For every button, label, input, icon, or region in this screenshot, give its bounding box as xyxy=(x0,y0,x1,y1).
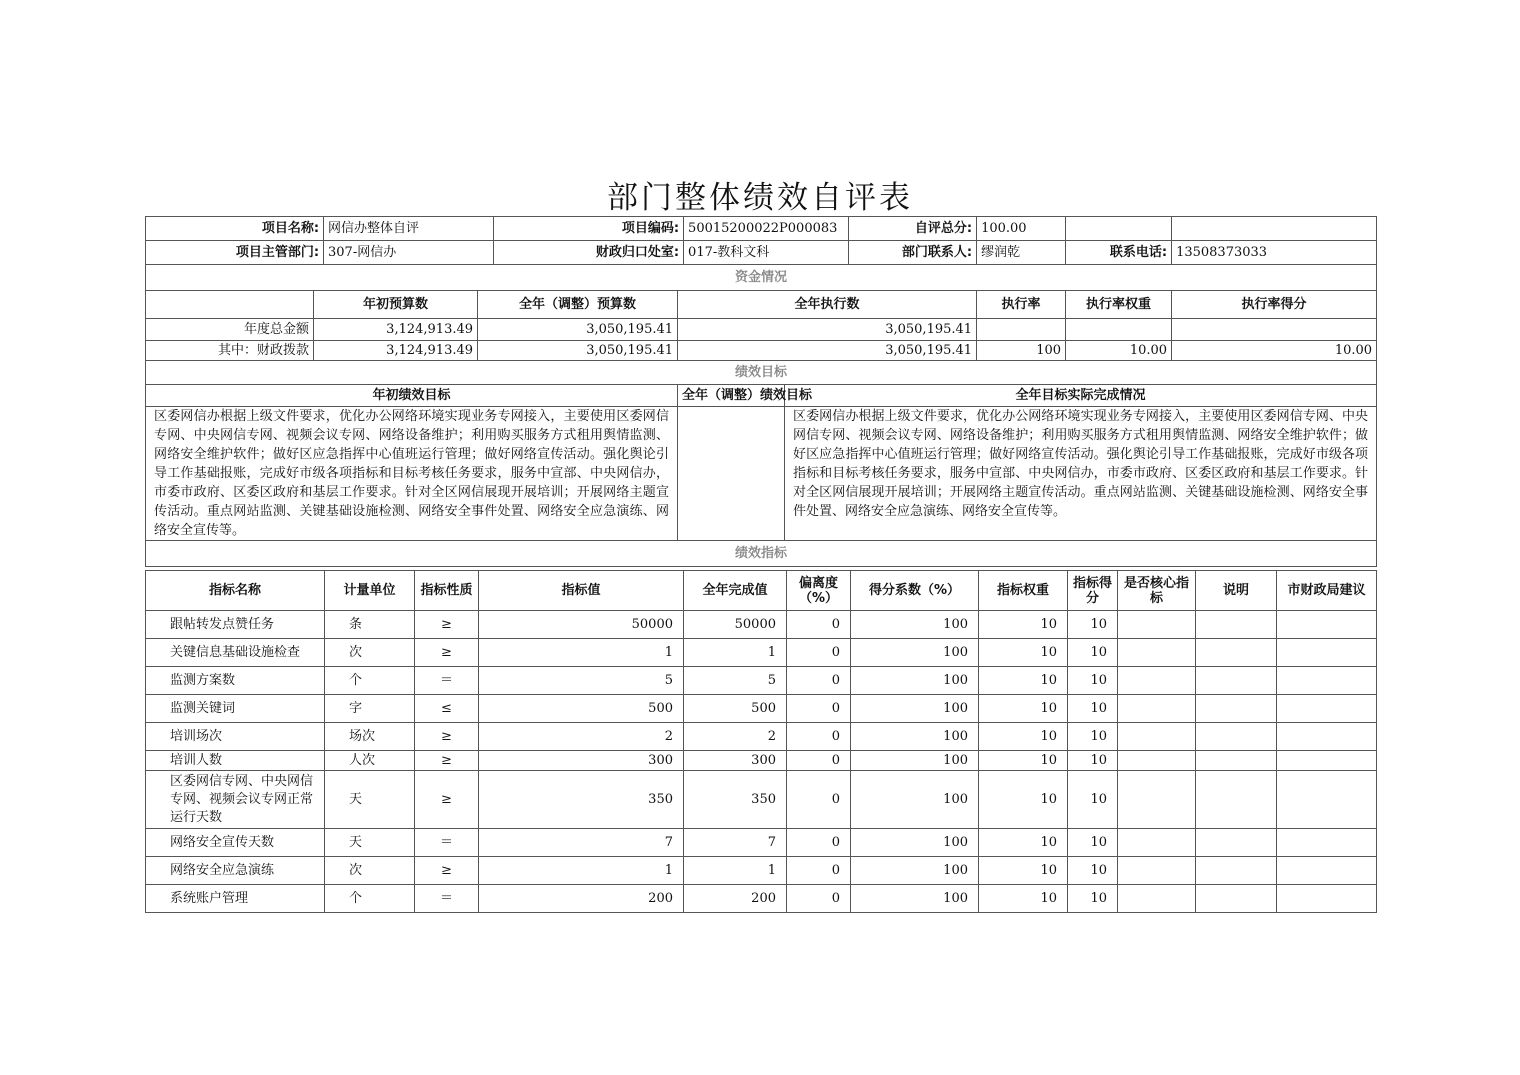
ind-done: 1 xyxy=(684,857,787,885)
summary-table xyxy=(145,216,1377,567)
ind-core xyxy=(1118,695,1196,723)
ind-header-target: 指标值 xyxy=(479,571,684,611)
ind-done: 300 xyxy=(684,751,787,771)
ind-deviation: 0 xyxy=(787,611,851,639)
funds-weight: 10.00 xyxy=(1066,341,1172,361)
ind-target: 200 xyxy=(479,885,684,913)
contact-value: 缪润乾 xyxy=(977,241,1066,265)
indicator-row xyxy=(146,723,1377,751)
actual-goal-text: 区委网信办根据上级文件要求，优化办公网络环境实现业务专网接入，主要使用区委网信专网、中央网信专网、视频会议专网、网络设备维护；利用购买服务方式租用舆情监测、网络安全维护软件；做好区应急指挥中心值班运行管理；做好网络宣传活动。强化舆论引导工作基础报账，完成好市级各项指标和目标考核任务要求，服务中宣部、中央网信办，市委市政府、区委区政府和基层工作要求。针对全区网信展现开展培训；开展网络主题宣传活动。重点网站监测、关键基础设施检测、网络安全事件处置、网络安全应急演练、网络安全宣传等。 xyxy=(785,407,1377,541)
ind-coefficient: 100 xyxy=(851,885,979,913)
indicators-table xyxy=(145,570,1377,913)
funds-adjusted: 3,050,195.41 xyxy=(478,341,678,361)
funds-score xyxy=(1172,319,1377,341)
ind-header-advice: 市财政局建议 xyxy=(1277,571,1377,611)
ind-deviation: 0 xyxy=(787,885,851,913)
funds-score: 10.00 xyxy=(1172,341,1377,361)
ind-nature: ≤ xyxy=(415,695,479,723)
phone-label: 联系电话: xyxy=(1066,241,1172,265)
ind-advice xyxy=(1277,695,1377,723)
ind-deviation: 0 xyxy=(787,667,851,695)
project-name-value: 网信办整体自评 xyxy=(324,217,494,241)
ind-unit: 条 xyxy=(325,611,415,639)
ind-core xyxy=(1118,639,1196,667)
ind-name: 培训人数 xyxy=(146,751,325,771)
funds-header-score: 执行率得分 xyxy=(1172,291,1377,319)
ind-advice xyxy=(1277,829,1377,857)
empty-cell xyxy=(1066,217,1172,241)
phone-value: 13508373033 xyxy=(1172,241,1377,265)
initial-goal-text: 区委网信办根据上级文件要求，优化办公网络环境实现业务专网接入，主要使用区委网信专网、中央网信专网、视频会议专网、网络设备维护；利用购买服务方式租用舆情监测、网络安全维护软件；做好区应急指挥中心值班运行管理；做好网络宣传活动。强化舆论引导工作基础报账，完成好市级各项指标和目标考核任务要求，服务中宣部、中央网信办，市委市政府、区委区政府和基层工作要求。针对全区网信展现开展培训；开展网络主题宣传活动。重点网站监测、关键基础设施检测、网络安全事件处置、网络安全应急演练、网络安全宣传等。 xyxy=(146,407,678,541)
empty-cell xyxy=(1172,217,1377,241)
dept-value: 307-网信办 xyxy=(324,241,494,265)
ind-score: 10 xyxy=(1068,751,1118,771)
funds-header-executed: 全年执行数 xyxy=(678,291,977,319)
ind-core xyxy=(1118,771,1196,829)
ind-score: 10 xyxy=(1068,639,1118,667)
indicator-row xyxy=(146,611,1377,639)
ind-score: 10 xyxy=(1068,829,1118,857)
ind-name: 监测方案数 xyxy=(146,667,325,695)
ind-weight: 10 xyxy=(979,723,1068,751)
ind-deviation: 0 xyxy=(787,695,851,723)
ind-deviation: 0 xyxy=(787,857,851,885)
ind-header-weight: 指标权重 xyxy=(979,571,1068,611)
goals-header-adjusted: 全年（调整）绩效目标 xyxy=(678,385,785,407)
ind-weight: 10 xyxy=(979,771,1068,829)
indicator-row xyxy=(146,857,1377,885)
ind-nature: ≥ xyxy=(415,639,479,667)
ind-score: 10 xyxy=(1068,857,1118,885)
ind-advice xyxy=(1277,723,1377,751)
funds-row-label: 其中：财政拨款 xyxy=(146,341,314,361)
funds-header-weight: 执行率权重 xyxy=(1066,291,1172,319)
ind-target: 300 xyxy=(479,751,684,771)
ind-header-coef: 得分系数（%） xyxy=(851,571,979,611)
funds-adjusted: 3,050,195.41 xyxy=(478,319,678,341)
indicator-row xyxy=(146,695,1377,723)
indicators-section-title: 绩效指标 xyxy=(146,541,1377,567)
ind-unit: 天 xyxy=(325,829,415,857)
ind-header-core: 是否核心指标 xyxy=(1118,571,1196,611)
ind-header-score: 指标得分 xyxy=(1068,571,1118,611)
ind-advice xyxy=(1277,771,1377,829)
ind-header-note: 说明 xyxy=(1196,571,1277,611)
ind-name: 网络安全应急演练 xyxy=(146,857,325,885)
ind-header-dev: 偏离度（%） xyxy=(787,571,851,611)
ind-target: 500 xyxy=(479,695,684,723)
ind-done: 2 xyxy=(684,723,787,751)
ind-name: 跟帖转发点赞任务 xyxy=(146,611,325,639)
ind-coefficient: 100 xyxy=(851,751,979,771)
ind-advice xyxy=(1277,885,1377,913)
ind-header-done: 全年完成值 xyxy=(684,571,787,611)
ind-name: 培训场次 xyxy=(146,723,325,751)
ind-nature: ≥ xyxy=(415,723,479,751)
ind-done: 5 xyxy=(684,667,787,695)
indicator-row xyxy=(146,885,1377,913)
indicator-row xyxy=(146,771,1377,829)
total-score-label: 自评总分: xyxy=(849,217,977,241)
ind-done: 50000 xyxy=(684,611,787,639)
ind-weight: 10 xyxy=(979,857,1068,885)
ind-weight: 10 xyxy=(979,611,1068,639)
funds-initial: 3,124,913.49 xyxy=(314,319,478,341)
funds-executed: 3,050,195.41 xyxy=(678,341,977,361)
ind-advice xyxy=(1277,857,1377,885)
ind-unit: 人次 xyxy=(325,751,415,771)
ind-done: 500 xyxy=(684,695,787,723)
ind-header-name: 指标名称 xyxy=(146,571,325,611)
funds-weight xyxy=(1066,319,1172,341)
ind-unit: 个 xyxy=(325,667,415,695)
finance-office-value: 017-教科文科 xyxy=(684,241,849,265)
project-code-value: 50015200022P000083 xyxy=(684,217,849,241)
indicator-row xyxy=(146,639,1377,667)
ind-core xyxy=(1118,667,1196,695)
ind-coefficient: 100 xyxy=(851,857,979,885)
ind-nature: ≥ xyxy=(415,771,479,829)
ind-note xyxy=(1196,639,1277,667)
funds-executed: 3,050,195.41 xyxy=(678,319,977,341)
ind-nature: ＝ xyxy=(415,667,479,695)
ind-header-unit: 计量单位 xyxy=(325,571,415,611)
ind-nature: ≥ xyxy=(415,751,479,771)
ind-note xyxy=(1196,611,1277,639)
ind-score: 10 xyxy=(1068,771,1118,829)
ind-note xyxy=(1196,751,1277,771)
ind-name: 区委网信专网、中央网信专网、视频会议专网正常运行天数 xyxy=(146,771,325,829)
ind-deviation: 0 xyxy=(787,639,851,667)
ind-core xyxy=(1118,885,1196,913)
ind-target: 7 xyxy=(479,829,684,857)
ind-score: 10 xyxy=(1068,667,1118,695)
ind-score: 10 xyxy=(1068,611,1118,639)
ind-note xyxy=(1196,695,1277,723)
total-score-value: 100.00 xyxy=(977,217,1066,241)
ind-coefficient: 100 xyxy=(851,667,979,695)
funds-initial: 3,124,913.49 xyxy=(314,341,478,361)
ind-note xyxy=(1196,885,1277,913)
ind-core xyxy=(1118,751,1196,771)
funds-row-label: 年度总金额 xyxy=(146,319,314,341)
goals-header-actual: 全年目标实际完成情况 xyxy=(785,385,1377,407)
ind-deviation: 0 xyxy=(787,829,851,857)
ind-unit: 次 xyxy=(325,857,415,885)
ind-unit: 天 xyxy=(325,771,415,829)
ind-target: 1 xyxy=(479,857,684,885)
ind-name: 系统账户管理 xyxy=(146,885,325,913)
ind-nature: ＝ xyxy=(415,885,479,913)
ind-deviation: 0 xyxy=(787,771,851,829)
ind-target: 350 xyxy=(479,771,684,829)
ind-weight: 10 xyxy=(979,751,1068,771)
ind-score: 10 xyxy=(1068,695,1118,723)
ind-unit: 场次 xyxy=(325,723,415,751)
ind-coefficient: 100 xyxy=(851,695,979,723)
ind-done: 7 xyxy=(684,829,787,857)
ind-weight: 10 xyxy=(979,639,1068,667)
ind-deviation: 0 xyxy=(787,723,851,751)
ind-coefficient: 100 xyxy=(851,611,979,639)
contact-label: 部门联系人: xyxy=(849,241,977,265)
ind-done: 1 xyxy=(684,639,787,667)
funds-rate: 100 xyxy=(977,341,1066,361)
funds-header-adjusted: 全年（调整）预算数 xyxy=(478,291,678,319)
ind-name: 监测关键词 xyxy=(146,695,325,723)
ind-core xyxy=(1118,611,1196,639)
ind-coefficient: 100 xyxy=(851,723,979,751)
goals-section-title: 绩效目标 xyxy=(146,361,1377,385)
indicator-row xyxy=(146,751,1377,771)
ind-unit: 次 xyxy=(325,639,415,667)
empty-cell xyxy=(146,291,314,319)
ind-weight: 10 xyxy=(979,667,1068,695)
ind-target: 5 xyxy=(479,667,684,695)
ind-score: 10 xyxy=(1068,885,1118,913)
project-code-label: 项目编码: xyxy=(494,217,684,241)
ind-header-nature: 指标性质 xyxy=(415,571,479,611)
ind-name: 关键信息基础设施检查 xyxy=(146,639,325,667)
ind-note xyxy=(1196,771,1277,829)
ind-coefficient: 100 xyxy=(851,639,979,667)
ind-advice xyxy=(1277,751,1377,771)
project-name-label: 项目名称: xyxy=(146,217,324,241)
ind-advice xyxy=(1277,611,1377,639)
ind-advice xyxy=(1277,667,1377,695)
adjusted-goal-text xyxy=(678,407,785,541)
ind-unit: 字 xyxy=(325,695,415,723)
dept-label: 项目主管部门: xyxy=(146,241,324,265)
ind-core xyxy=(1118,723,1196,751)
ind-note xyxy=(1196,829,1277,857)
finance-office-label: 财政归口处室: xyxy=(494,241,684,265)
funds-rate xyxy=(977,319,1066,341)
ind-deviation: 0 xyxy=(787,751,851,771)
indicator-row xyxy=(146,667,1377,695)
ind-weight: 10 xyxy=(979,829,1068,857)
funds-section-title: 资金情况 xyxy=(146,265,1377,291)
ind-note xyxy=(1196,723,1277,751)
ind-score: 10 xyxy=(1068,723,1118,751)
ind-core xyxy=(1118,829,1196,857)
ind-target: 50000 xyxy=(479,611,684,639)
ind-nature: ≥ xyxy=(415,857,479,885)
ind-unit: 个 xyxy=(325,885,415,913)
ind-core xyxy=(1118,857,1196,885)
ind-name: 网络安全宣传天数 xyxy=(146,829,325,857)
ind-target: 2 xyxy=(479,723,684,751)
ind-advice xyxy=(1277,639,1377,667)
ind-nature: ≥ xyxy=(415,611,479,639)
ind-coefficient: 100 xyxy=(851,771,979,829)
funds-header-rate: 执行率 xyxy=(977,291,1066,319)
page-title: 部门整体绩效自评表 xyxy=(607,180,913,216)
ind-target: 1 xyxy=(479,639,684,667)
ind-nature: ＝ xyxy=(415,829,479,857)
ind-note xyxy=(1196,667,1277,695)
ind-done: 350 xyxy=(684,771,787,829)
indicator-row xyxy=(146,829,1377,857)
ind-weight: 10 xyxy=(979,695,1068,723)
goals-header-initial: 年初绩效目标 xyxy=(146,385,678,407)
ind-coefficient: 100 xyxy=(851,829,979,857)
ind-note xyxy=(1196,857,1277,885)
funds-header-initial: 年初预算数 xyxy=(314,291,478,319)
ind-weight: 10 xyxy=(979,885,1068,913)
ind-done: 200 xyxy=(684,885,787,913)
